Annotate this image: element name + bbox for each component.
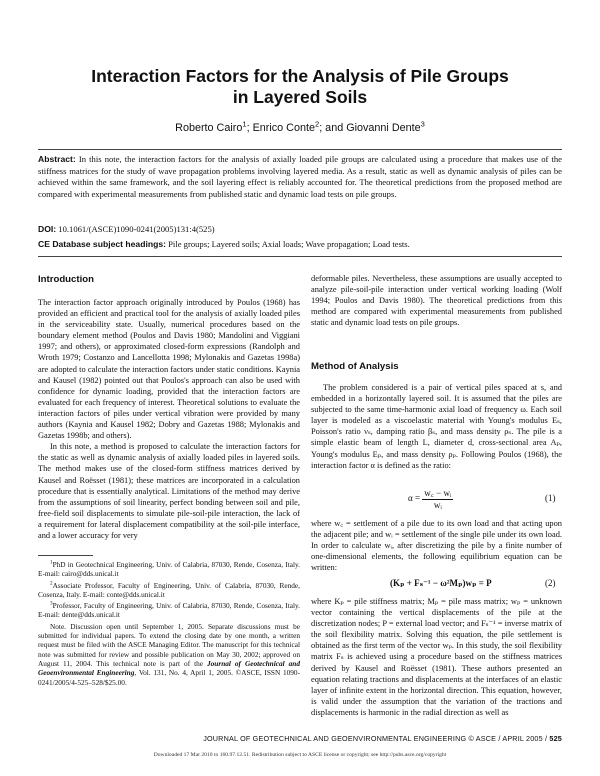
method-paragraph-1 <box>311 382 562 471</box>
author-affil-mark: 1 <box>242 119 247 129</box>
method-heading: Method of Analysis <box>311 361 399 372</box>
author-name: Giovanni Dente <box>346 122 421 134</box>
intro-paragraph-continued: deformable piles. Nevertheless, these assumptions are usually accepted to analyze pile-soil-pile interaction under vertical working loading (Wolf 1994; Poulos and Davis 1980). The theoretical predictions from this method are compared with experimental measurements from published static and dynamic load tests on pile groups. <box>311 274 562 328</box>
editorial-note <box>38 622 300 687</box>
equation-1 <box>408 486 453 510</box>
method-text-3: where Kₚ = pile stiffness matrix; Mₚ = pile mass matrix; wₚ = unknown vector containing the vertical displacements of the pile at the discretization nodes; P = external load vector; and Fₛ⁻¹ = inverse matrix of the soil flexibility matrix. Solving this equation, the pile settlement is obtained as the first term of the vector wₚ. In this study, the soil flexibility matrix Fₛ is achieved using a procedure based on the stiffness matrices derived by Kausel and Roësset (1981). These authors presented an equation relating tractions and displacements at the interfaces of an elastic layer of infinite extent in the horizontal direction. This equation, however, is valid under the assumption that the variation of the tractions and displacements is harmonic in the radial direction as well as <box>311 597 562 717</box>
doi-value[interactable]: 10.1061/(ASCE)1090-0241(2005)131:4(525) <box>58 224 215 234</box>
editorial-note-text: Note. Discussion open until September 1, 2005. Separate discussions must be submitted for individual papers. To extend the closing date by one month, a written request must be filed with the ASCE Managing Editor. The manuscript for this technical note was submitted for review and possible publication on May 30, 2002; approved on August 11, 2004. This technical note is part of the <box>38 621 300 668</box>
method-paragraph-3 <box>311 596 562 718</box>
equation-2: (Kₚ + Fₛ⁻¹ − ω²Mₚ)wₚ = P <box>390 578 492 588</box>
eq1-denominator: wᵢ <box>433 500 442 510</box>
equation-1-number: (1) <box>545 493 556 503</box>
author-name: Roberto Cairo <box>175 122 243 134</box>
abstract <box>38 154 562 200</box>
author-separator: ; <box>246 122 253 134</box>
intro-paragraph-2: In this note, a method is proposed to calculate the interaction factors for the static as well as dynamic analysis of axially loaded piles in layered soils. The method makes use of the closed-form stiffness matrices derived by Kausel and Roësset (1981); these matrices are incorporated in a calculation procedure that is essentially analytical. Limitations of the method may derive from the assumptions of soil linearity, perfect bonding between soil and pile, free-field soil displacements to simulate pile-soil-pile interaction, the lack of a requirement for lateral displacement compatibility at the soil-pile interface, and a lower accuracy for very <box>38 442 300 540</box>
equation-2-number: (2) <box>545 578 556 588</box>
footnote-3 <box>38 601 300 620</box>
download-notice: Downloaded 17 Mar 2010 to 160.97.12.51. Redistribution subject to ASCE license or copyright; see http://pubs.asce.org/copyright <box>153 752 447 758</box>
editorial-note-end: , Vol. 131, No. 4, April 1, 2005. ©ASCE, ISSN 1090-0241/2005/4-525–528/$25.00. <box>38 668 300 687</box>
footnote-2 <box>38 581 300 600</box>
header-rule-top <box>38 149 562 150</box>
journal-footer-text: JOURNAL OF GEOTECHNICAL AND GEOENVIRONMENTAL ENGINEERING © ASCE / APRIL 2005 / <box>203 734 550 743</box>
doi-label: DOI: <box>38 224 57 234</box>
title-line-2: in Layered Soils <box>232 87 368 107</box>
title-line-1: Interaction Factors for the Analysis of Pile Groups <box>91 66 509 86</box>
right-column-intro <box>311 273 562 328</box>
footnotes <box>38 560 300 689</box>
footnote-text: Associate Professor, Faculty of Engineering, Univ. of Calabria, 87030, Rende, Cosenza, Italy. E-mail: conte@dds.unical.it <box>38 580 300 599</box>
doi <box>38 223 562 235</box>
eq1-fraction <box>422 486 453 510</box>
footnote-rule <box>38 555 93 556</box>
method-paragraph-2 <box>311 518 562 573</box>
intro-paragraph-1: The interaction factor approach originally introduced by Poulos (1968) has provided an efficient and practical tool for the analysis of axially loaded piles in the serviceability state. Usually, numerical procedures based on the boundary element method (Poulos and Davis 1980; Mandolini and Viggiani 1997; and others), or approximated closed-form expressions (Randolph and Wroth 1979; Costanzo and Lancellotta 1998; Mylonakis and Gazetas 1998a) are adopted to calculate the interaction factors under static conditions. Kaynia and Kausel (1982) pointed out that Poulos's approach can also be used with confidence for dynamic loading, provided that the interaction factors are evaluated for each frequency of interest. Theoretical solutions to evaluate the interaction factors of piles under vertical vibration were provided by many authors (Kaynia and Kausel 1982; Dobry and Gazetas 1988; Mylonakis and Gazetas 1998b; and others). <box>38 298 300 441</box>
footnote-text: Professor, Faculty of Engineering, Univ. of Calabria, 87030, Rende, Cosenza, Italy. E-mail: dente@dds.unical.it <box>38 601 300 620</box>
author-separator: ; and <box>319 122 347 134</box>
method-text-1: The problem considered is a pair of vertical piles spaced at s, and embedded in a horizontally layered soil. It is assumed that the piles are subjected to the same time-harmonic axial load of frequency ω. Each soil layer is modeled as a viscoelastic material with Young's modulus Eₛ, Poisson's ratio νₛ, damping ratio βₛ, and mass density ρₛ. The pile is a simple elastic beam of length L, diameter d, cross-sectional area Aₚ, Young's modulus Eₚ, and mass density ρₚ. Following Poulos (1968), the interaction factor α is defined as the ratio: <box>311 383 562 470</box>
subject-headings <box>38 238 562 250</box>
footnote-mark: 1 <box>50 559 53 566</box>
journal-name: Journal of Geotechnical and Geoenvironmental Engineering <box>38 658 300 678</box>
author-affil-mark: 2 <box>314 119 320 129</box>
author-name: Enrico Conte <box>252 122 315 134</box>
eq1-numerator: w꜀ − wᵢ <box>424 488 452 498</box>
footnote-mark: 2 <box>50 580 53 587</box>
running-footer <box>203 734 562 743</box>
abstract-label: Abstract: <box>38 154 76 164</box>
paper-title <box>0 66 600 108</box>
page-number: 525 <box>549 734 562 743</box>
footnote-1 <box>38 560 300 579</box>
method-text-2: where w꜀ = settlement of a pile due to its own load and that acting upon the adjacent pile; and wᵢ = settlement of the single pile under its own load. In order to calculate wᵢ, after discretizing the pile by a finite number of one-dimensional elements, the following equilibrium equation can be written: <box>311 519 562 573</box>
author-affil-mark: 3 <box>420 119 425 129</box>
eq1-lhs: α = <box>408 493 421 503</box>
left-column-body <box>38 297 300 541</box>
introduction-heading: Introduction <box>38 274 94 285</box>
header-rule-bottom <box>38 256 562 257</box>
abstract-text: In this note, the interaction factors for the analysis of axially loaded pile groups are calculated using a procedure that makes use of the stiffness matrices for the study of wave propagation problems involving layered media. As a result, static as well as dynamic analysis of piles can be achieved within the same framework, and the soil layering effect is reliably accounted for. The theoretical predictions from the proposed method are compared with experimental measurements from published static and dynamic load tests on pile groups. <box>38 154 562 199</box>
footnote-text: PhD in Geotechnical Engineering, Univ. of Calabria, 87030, Rende, Cosenza, Italy. E-mail: cairo@dds.unical.it <box>38 560 300 579</box>
subject-headings-value: Pile groups; Layered soils; Axial loads; Wave propagation; Load tests. <box>168 239 410 249</box>
author-list <box>0 121 600 135</box>
footnote-mark: 3 <box>50 600 53 607</box>
subject-headings-label: CE Database subject headings: <box>38 239 166 249</box>
